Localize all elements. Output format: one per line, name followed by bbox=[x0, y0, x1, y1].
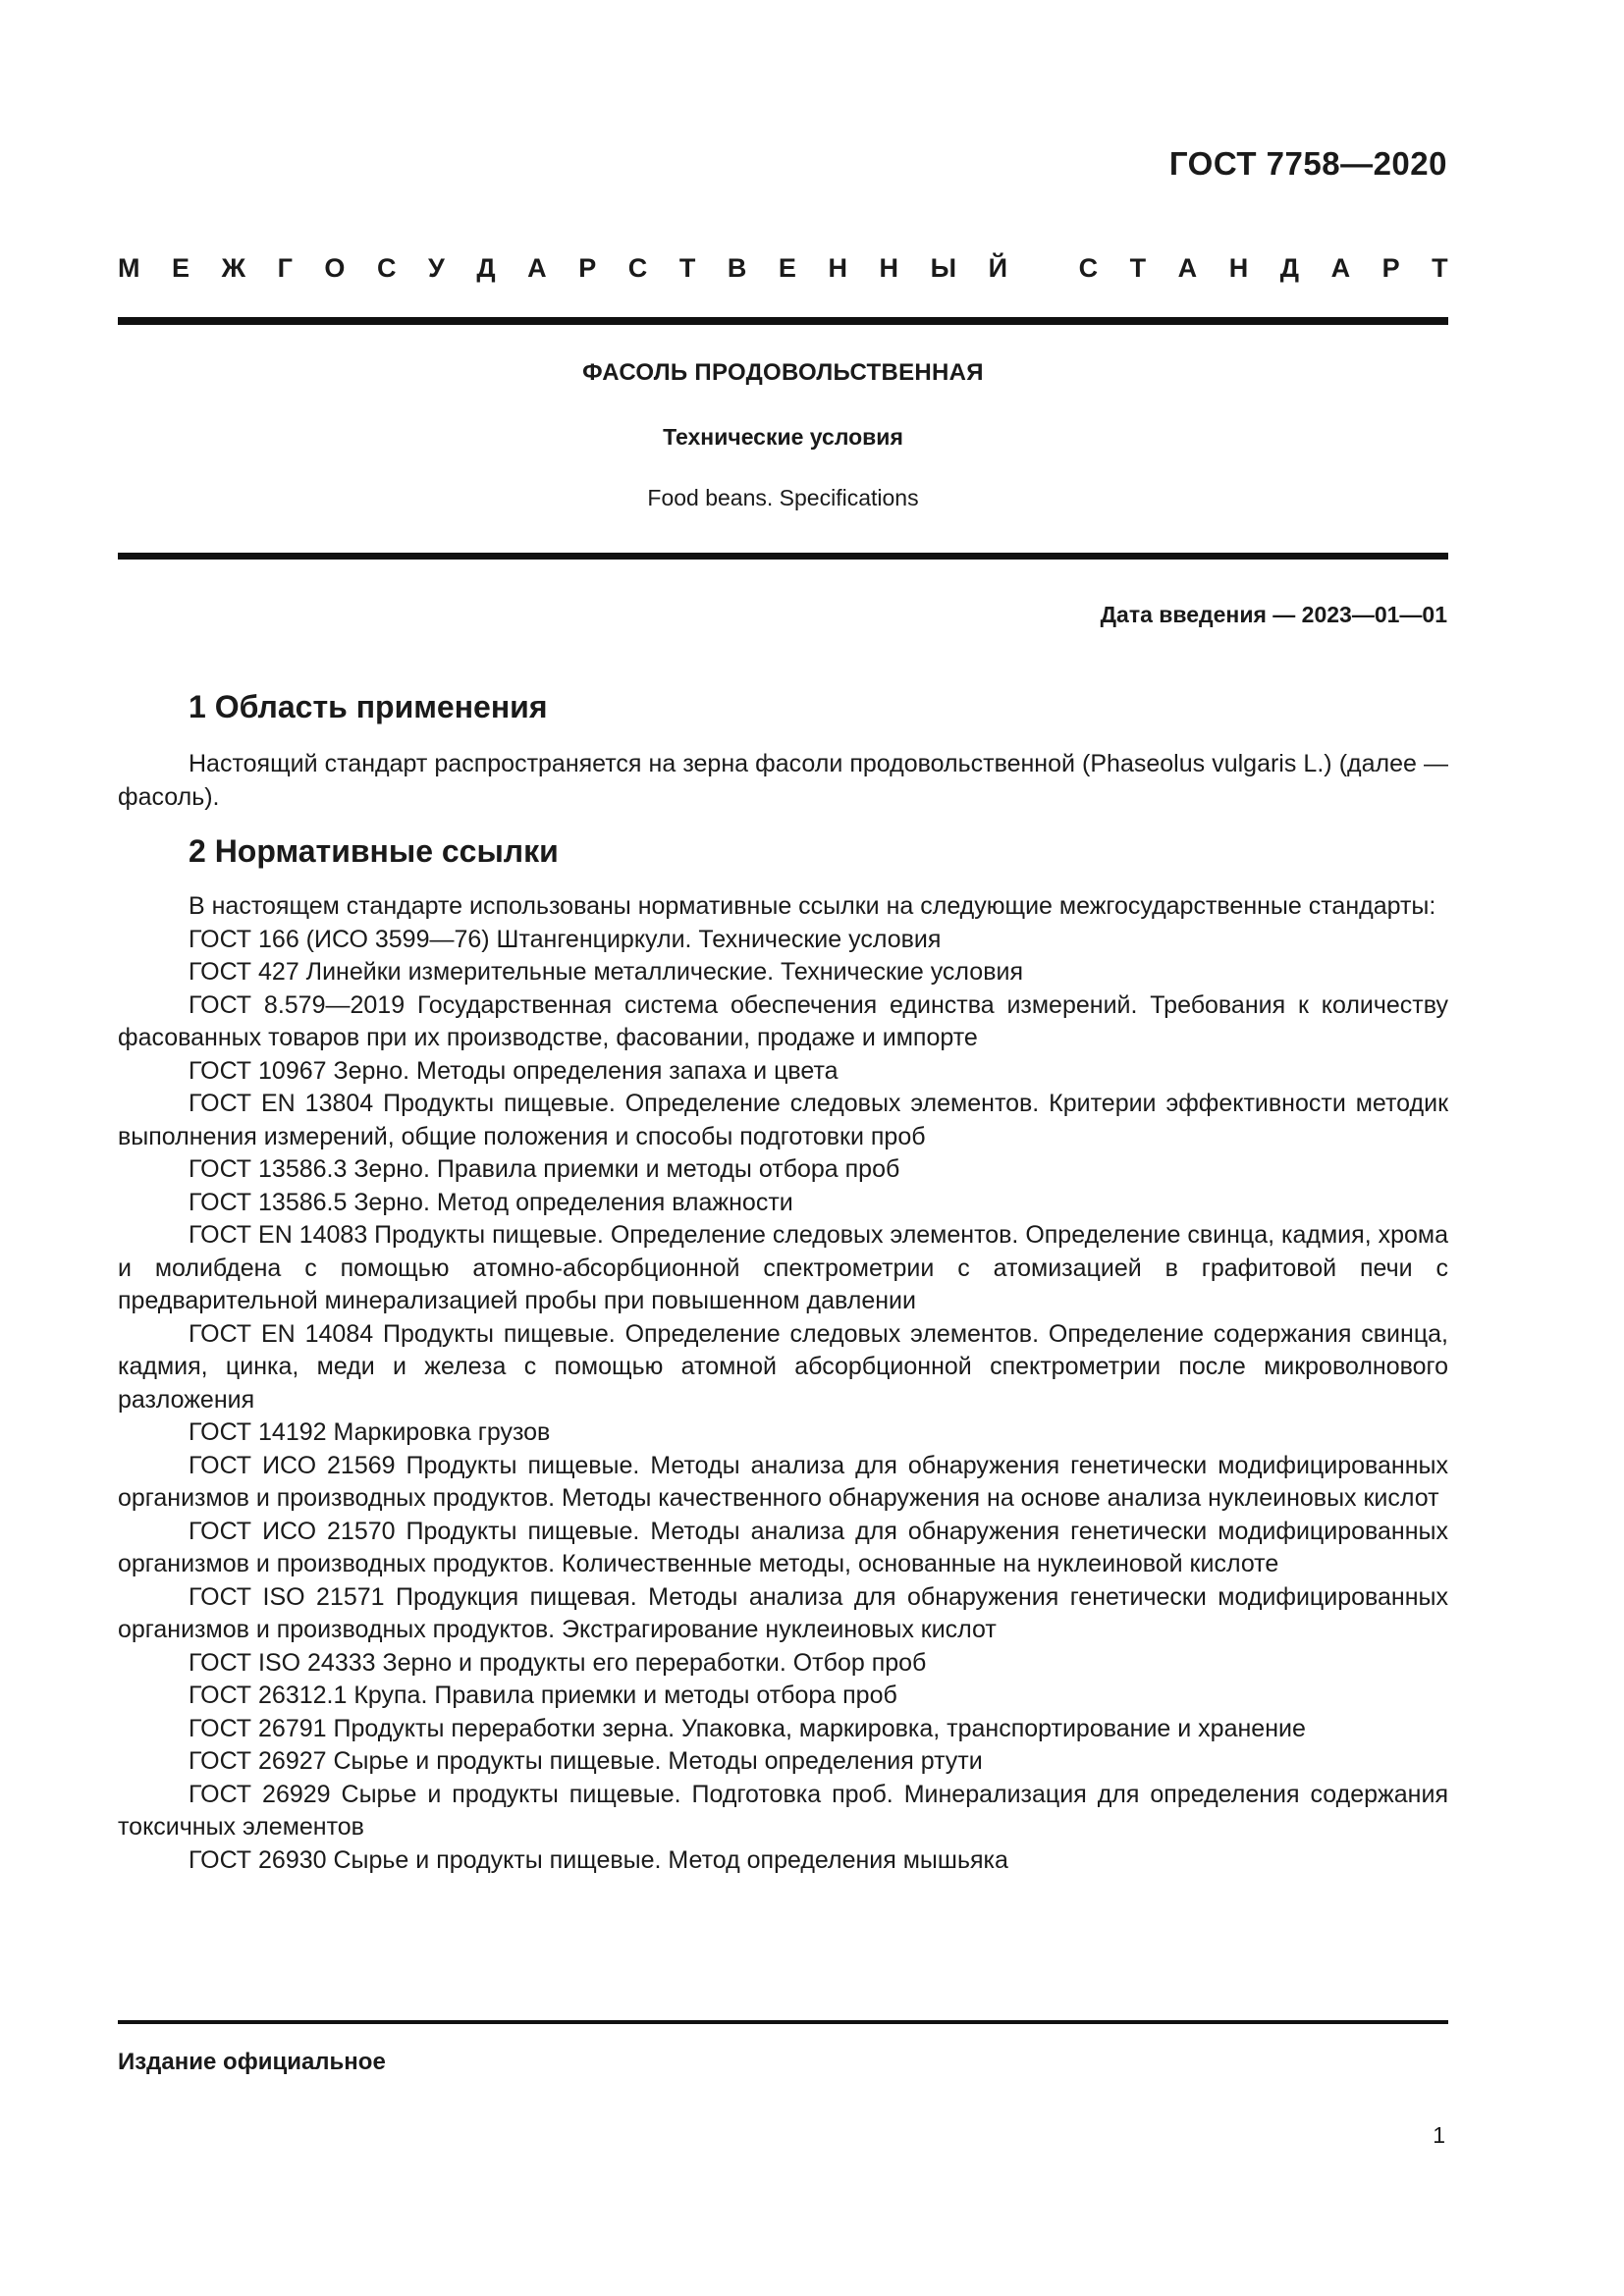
reference-item: ГОСТ 14192 Маркировка грузов bbox=[189, 1418, 551, 1446]
banner-letter: С bbox=[376, 253, 397, 283]
banner-letter: А bbox=[527, 253, 547, 283]
document-title: ФАСОЛЬ ПРОДОВОЛЬСТВЕННАЯ bbox=[582, 359, 984, 386]
reference-item: ГОСТ 26930 Сырье и продукты пищевые. Метод определения мышьяка bbox=[189, 1845, 1008, 1874]
section-1-heading: 1 Область применения bbox=[189, 689, 548, 724]
banner-letter: Т bbox=[1432, 253, 1448, 283]
gost-number: ГОСТ 7758—2020 bbox=[1168, 145, 1447, 182]
introduction-date: Дата введения — 2023—01—01 bbox=[1100, 602, 1447, 627]
reference-item: ГОСТ 427 Линейки измерительные металлические. Технические условия bbox=[189, 958, 1023, 986]
banner-letter: Ы bbox=[930, 253, 957, 283]
banner-letter: Р bbox=[1381, 253, 1400, 283]
banner-letter: Е bbox=[778, 253, 796, 283]
banner-letter: Д bbox=[476, 253, 496, 283]
document-subtitle: Технические условия bbox=[663, 424, 903, 450]
reference-item: ГОСТ 13586.3 Зерно. Правила приемки и методы отбора проб bbox=[189, 1155, 900, 1183]
reference-item: ГОСТ 10967 Зерно. Методы определения запаха и цвета bbox=[189, 1056, 839, 1085]
document-english-title: Food beans. Specifications bbox=[647, 485, 919, 510]
reference-item: ГОСТ ISO 21571 Продукция пищевая. Методы анализа для обнаружения генетически модифицированных организмов и производных продуктов. Экстрагирование нуклеиновых кислот bbox=[118, 1582, 1448, 1643]
reference-item: ГОСТ 8.579—2019 Государственная система обеспечения единства измерений. Требования к количеству фасованных товаров при их производстве, фасовании, продаже и импорте bbox=[118, 990, 1448, 1051]
banner-letter: Т bbox=[1129, 253, 1147, 283]
banner-letter: Ж bbox=[221, 253, 246, 283]
reference-item: ГОСТ ИСО 21570 Продукты пищевые. Методы анализа для обнаружения генетически модифицированных организмов и производных продуктов. Количественные методы, основанные на нуклеиновой кислоте bbox=[118, 1517, 1448, 1577]
page-number: 1 bbox=[1433, 2122, 1445, 2148]
banner-letter: У bbox=[428, 253, 445, 283]
banner-letter: Н bbox=[879, 253, 899, 283]
banner-letter: Н bbox=[1228, 253, 1249, 283]
top-divider bbox=[118, 317, 1448, 325]
reference-item: ГОСТ EN 14084 Продукты пищевые. Определение следовых элементов. Определение содержания свинца, кадмия, цинка, меди и железа с помощью атомной абсорбционной спектрометрии после микроволнового разложения bbox=[118, 1319, 1448, 1414]
reference-item: ГОСТ 26791 Продукты переработки зерна. Упаковка, маркировка, транспортирование и хранение bbox=[189, 1714, 1306, 1742]
banner-letter: С bbox=[1078, 253, 1099, 283]
reference-item: ГОСТ 26927 Сырье и продукты пищевые. Методы определения ртути bbox=[189, 1747, 983, 1775]
reference-item: ГОСТ 166 (ИСО 3599—76) Штангенциркули. Технические условия bbox=[189, 925, 942, 953]
official-edition-label: Издание официальное bbox=[118, 2049, 386, 2075]
footer-divider bbox=[118, 2020, 1448, 2024]
banner-letter: Р bbox=[578, 253, 597, 283]
reference-item: ГОСТ 26929 Сырье и продукты пищевые. Подготовка проб. Минерализация для определения содержания токсичных элементов bbox=[118, 1780, 1448, 1841]
banner-letter: Н bbox=[828, 253, 847, 283]
banner-letter: Й bbox=[988, 253, 1007, 283]
banner-letter: Д bbox=[1279, 253, 1300, 283]
banner-letter: А bbox=[1330, 253, 1351, 283]
section-2-intro: В настоящем стандарте использованы нормативные ссылки на следующие межгосударственные стандарты: bbox=[189, 892, 1436, 920]
interstate-standard-banner bbox=[118, 253, 1448, 284]
reference-item: ГОСТ ISO 24333 Зерно и продукты его переработки. Отбор проб bbox=[189, 1648, 927, 1677]
document-body bbox=[118, 687, 1448, 1877]
banner-letter: А bbox=[1177, 253, 1198, 283]
banner-letter: Г bbox=[277, 253, 293, 283]
reference-item: ГОСТ ИСО 21569 Продукты пищевые. Методы анализа для обнаружения генетически модифицированных организмов и производных продуктов. Методы качественного обнаружения на основе анализа нуклеиновых кислот bbox=[118, 1451, 1448, 1512]
references-list bbox=[118, 924, 1448, 1878]
section-1-text: Настоящий стандарт распространяется на зерна фасоли продовольственной (Phaseolus vulgaris L.) (далее — фасоль). bbox=[118, 750, 1448, 811]
reference-item: ГОСТ EN 14083 Продукты пищевые. Определение следовых элементов. Определение свинца, кадмия, хрома и молибдена с помощью атомно-абсорбционной спектрометрии с атомизацией в графитовой печи с предварительной минерализацией пробы при повышенном давлении bbox=[118, 1221, 1448, 1314]
reference-item: ГОСТ 26312.1 Крупа. Правила приемки и методы отбора проб bbox=[189, 1682, 897, 1709]
banner-word-gap bbox=[1040, 253, 1048, 284]
banner-letter: М bbox=[118, 253, 140, 283]
banner-letter: Т bbox=[678, 253, 696, 283]
banner-letter: Е bbox=[172, 253, 190, 283]
reference-item: ГОСТ EN 13804 Продукты пищевые. Определение следовых элементов. Критерии эффективности методик выполнения измерений, общие положения и способы подготовки проб bbox=[118, 1090, 1448, 1150]
reference-item: ГОСТ 13586.5 Зерно. Метод определения влажности bbox=[189, 1188, 793, 1216]
title-divider bbox=[118, 553, 1448, 560]
banner-letter: О bbox=[324, 253, 346, 283]
banner-letter: С bbox=[627, 253, 648, 283]
section-2-heading: 2 Нормативные ссылки bbox=[189, 833, 559, 869]
banner-letter: В bbox=[727, 253, 747, 283]
